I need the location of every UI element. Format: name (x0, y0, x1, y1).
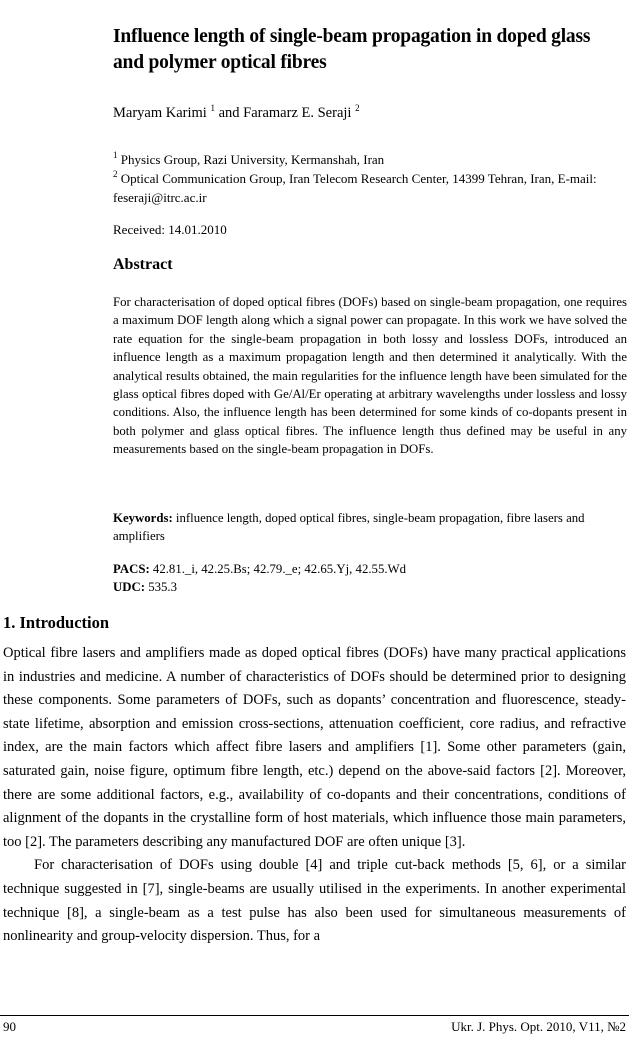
affiliation-text: Physics Group, Razi University, Kermanshah, Iran (117, 152, 385, 167)
abstract-text: For characterisation of doped optical fibres (DOFs) based on single-beam propagation, one requires a maximum DOF length along which a signal power can propagate. In this work we have solved the rate equation for the single-beam propagation in both lossy and lossless DOFs, introduced an influence length as a maximum propagation length and then determined it analytically. With the analytical results obtained, the main regularities for the influence length have been simulated for the glass optical fibres doped with Ge/Al/Er operating at arbitrary wavelengths under lossless and lossy conditions. Also, the influence length has been determined for some kinds of co-dopants present in both polymer and glass optical fibres. The influence length thus defined may be useful in any measurements based on the single-beam propagation in DOFs. (113, 295, 627, 457)
udc-line (113, 578, 627, 596)
received-date: Received: 14.01.2010 (113, 222, 227, 237)
author-affiliation-mark: 2 (355, 103, 360, 113)
pacs-line (113, 560, 627, 578)
affiliation-item (113, 169, 623, 207)
page-number: 90 (3, 1019, 16, 1034)
author-connector: and Faramarz E. Seraji (214, 105, 356, 121)
affiliations (113, 150, 623, 207)
keywords-text: influence length, doped optical fibres, single-beam propagation, fibre lasers and amplifiers (113, 511, 585, 544)
paper-title: Influence length of single-beam propagation in doped glass and polymer optical fibres (113, 26, 591, 73)
affiliation-item (113, 150, 623, 169)
author-line (113, 105, 360, 122)
section-heading-introduction: 1. Introduction (3, 613, 110, 632)
introduction-body (3, 642, 626, 949)
footer-rule (0, 1015, 629, 1016)
keywords-label: Keywords: (113, 511, 173, 525)
udc-label: UDC: (113, 580, 145, 594)
body-paragraph: Optical fibre lasers and amplifiers made as doped optical fibres (DOFs) have many practical applications in industries and medicine. A number of characteristics of DOFs should be determined prior to designing these components. Some parameters of DOFs, such as dopants’ concentration and fluorescence, steady-state lifetime, absorption and emission cross-sections, attenuation coefficient, core radius, and refractive index, are the main factors which affect fibre lasers and amplifiers [1]. Some other parameters (gain, saturated gain, noise figure, optimum fibre length, etc.) depend on the above-said factors [2]. Moreover, there are some additional factors, e.g., availability of co-dopants and their concentrations, conditions of alignment of the dopants in the crystalline form of host materials, which influence those main parameters, too [2]. The parameters describing any manufactured DOF are often unique [3]. (3, 645, 626, 850)
keywords (113, 509, 627, 546)
affiliation-text: Optical Communication Group, Iran Telecom Research Center, 14399 Tehran, Iran, E-mail: feseraji@itrc.ac.ir (113, 171, 597, 205)
abstract-heading: Abstract (113, 256, 173, 273)
affiliation-mark: 2 (113, 169, 118, 179)
author-name: Maryam Karimi (113, 105, 211, 121)
affiliation-mark: 1 (113, 150, 118, 160)
pacs-text: 42.81._i, 42.25.Bs; 42.79._e; 42.65.Yj, 42.55.Wd (149, 562, 407, 576)
body-paragraph: For characterisation of DOFs using double [4] and triple cut-back methods [5, 6], or a similar technique suggested in [7], single-beams are usually utilised in the experiments. In another experimental technique [8], a single-beam as a test pulse has also been used for simultaneous measurements of nonlinearity and group-velocity dispersion. Thus, for a (3, 857, 626, 945)
journal-citation: Ukr. J. Phys. Opt. 2010, V11, №2 (451, 1019, 626, 1034)
author-affiliation-mark: 1 (210, 103, 215, 113)
udc-text: 535.3 (145, 580, 177, 594)
classification-codes (113, 560, 627, 596)
pacs-label: PACS: (113, 562, 150, 576)
